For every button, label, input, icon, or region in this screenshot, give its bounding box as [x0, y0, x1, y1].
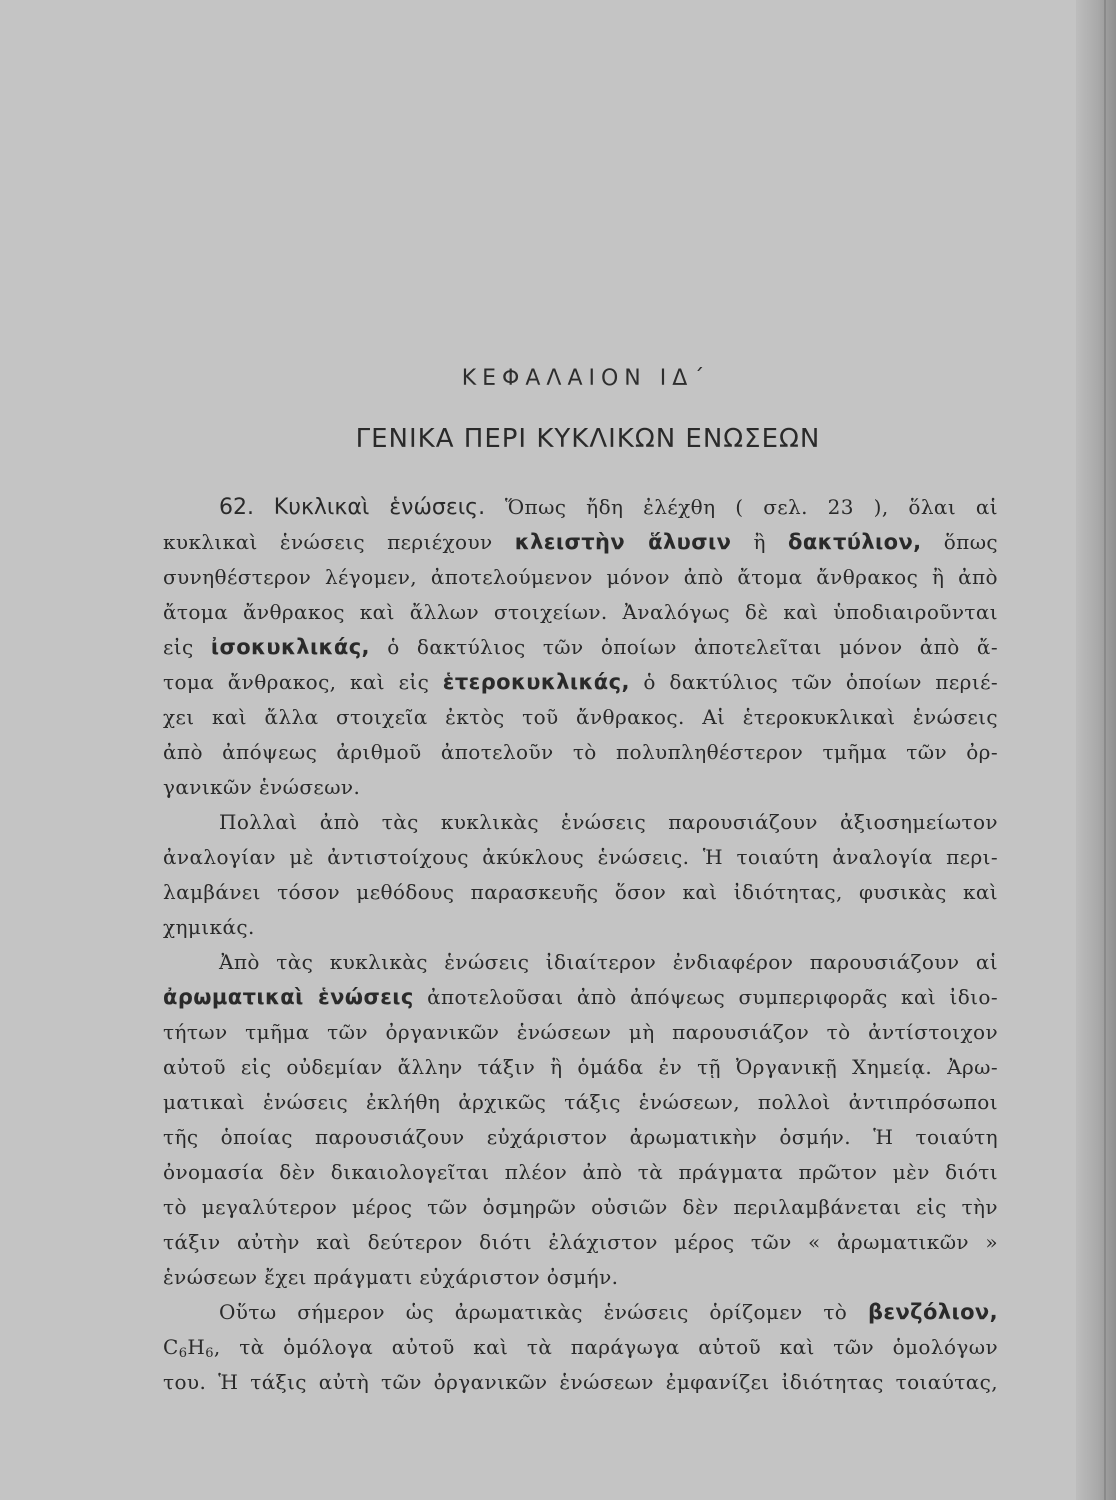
text-line: χημικάς.: [163, 915, 255, 939]
text-line: ἀπὸ ἀπόψεως ἀριθμοῦ ἀποτελοῦν τὸ πολυπληθέστερον τμῆμα τῶν ὀρ-: [163, 740, 998, 764]
text-run: ἢ: [753, 530, 766, 554]
chapter-title: ΓΕΝΙΚΑ ΠΕΡΙ ΚΥΚΛΙΚΩΝ ΕΝΩΣΕΩΝ: [355, 424, 821, 454]
section-number: 62.: [219, 495, 254, 520]
section-heading: Κυκλικαὶ ἑνώσεις.: [273, 495, 486, 520]
bold-term: δακτύλιον,: [788, 530, 922, 554]
formula-c: C: [163, 1335, 179, 1359]
text-line: αὐτοῦ εἰς οὐδεμίαν ἄλλην τάξιν ἢ ὁμάδα ἐν τῇ Ὀργανικῇ Χημείᾳ. Ἀρω-: [163, 1055, 998, 1079]
text-line: [163, 1295, 998, 1330]
text-run: εἰς: [163, 635, 194, 659]
bold-term: ἀρωματικαὶ ἑνώσεις: [163, 985, 414, 1009]
text-line: τάξιν αὐτὴν καὶ δεύτερον διότι ἐλάχιστον μέρος τῶν « ἀρωματικῶν »: [163, 1230, 998, 1254]
text-run: , τὰ ὁμόλογα αὐτοῦ καὶ τὰ παράγωγα αὐτοῦ καὶ τῶν ὁμολόγων: [213, 1335, 998, 1359]
formula-h: H: [187, 1335, 206, 1359]
section-heading-line: [163, 490, 998, 525]
text-line: ἀναλογίαν μὲ ἀντιστοίχους ἀκύκλους ἑνώσεις. Ἡ τοιαύτη ἀναλογία περι-: [163, 845, 998, 869]
text-line: ματικαὶ ἑνώσεις ἐκλήθη ἀρχικῶς τάξις ἑνώσεων, πολλοὶ ἀντιπρόσωποι: [163, 1090, 998, 1114]
text-run: ἀποτελοῦσαι ἀπὸ ἀπόψεως συμπεριφορᾶς καὶ ἰδιο-: [427, 985, 998, 1009]
text-line: τῆς ὁποίας παρουσιάζουν εὐχάριστον ἀρωματικὴν ὀσμήν. Ἡ τοιαύτη: [163, 1125, 998, 1149]
text-line: Ἀπὸ τὰς κυκλικὰς ἑνώσεις ἰδιαίτερον ἐνδιαφέρον παρουσιάζουν αἱ: [219, 950, 998, 974]
text-line: ἄτομα ἄνθρακος καὶ ἄλλων στοιχείων. Ἀναλόγως δὲ καὶ ὑποδιαιροῦνται: [163, 600, 998, 624]
text-line: ἑνώσεων ἔχει πράγματι εὐχάριστον ὀσμήν.: [163, 1265, 619, 1289]
text-line: τήτων τμῆμα τῶν ὀργανικῶν ἑνώσεων μὴ παρουσιάζον τὸ ἀντίστοιχον: [163, 1020, 998, 1044]
text-line: συνηθέστερον λέγομεν, ἀποτελούμενον μόνον ἀπὸ ἄτομα ἄνθρακος ἢ ἀπὸ: [163, 565, 998, 589]
text-run: Ὅπως ἤδη ἐλέχθη ( σελ. 23 ), ὅλαι αἱ: [504, 495, 999, 519]
bold-term: βενζόλιον,: [867, 1300, 998, 1324]
text-run: Οὕτω σήμερον ὡς ἀρωματικὰς ἑνώσεις ὁρίζομεν τὸ: [219, 1300, 848, 1324]
text-run: ὁ δακτύλιος τῶν ὁποίων ἀποτελεῖται μόνον ἀπὸ ἄ-: [387, 635, 998, 659]
text-line: Πολλαὶ ἀπὸ τὰς κυκλικὰς ἑνώσεις παρουσιάζουν ἀξιοσημείωτον: [219, 810, 998, 834]
text-line: χει καὶ ἄλλα στοιχεῖα ἐκτὸς τοῦ ἄνθρακος. Αἱ ἑτεροκυκλικαὶ ἑνώσεις: [163, 705, 998, 729]
bold-term: ἰσοκυκλικάς,: [210, 635, 370, 659]
formula-c-subscript: 6: [178, 1346, 188, 1361]
text-run: κυκλικαὶ ἑνώσεις περιέχουν: [163, 530, 493, 554]
text-run: τομα ἄνθρακος, καὶ εἰς: [163, 670, 430, 694]
formula-benzene: [163, 1335, 214, 1359]
body-text: [163, 490, 998, 1400]
chapter-label: ΚΕΦΑΛΑΙΟΝ ΙΔ΄: [461, 366, 711, 391]
text-line: [163, 525, 998, 560]
text-line: [163, 1330, 998, 1365]
text-line: [163, 980, 998, 1015]
text-run: ὅπως: [943, 530, 999, 554]
formula-h-subscript: 6: [205, 1346, 214, 1361]
page-edge-shadow: [1076, 0, 1116, 1500]
text-line: ὀνομασία δὲν δικαιολογεῖται πλέον ἀπὸ τὰ πράγματα πρῶτον μὲν διότι: [163, 1160, 998, 1184]
bold-term: ἑτεροκυκλικάς,: [442, 670, 630, 694]
page-edge-line: [1104, 0, 1106, 1500]
text-line: γανικῶν ἑνώσεων.: [163, 775, 361, 799]
text-line: λαμβάνει τόσον μεθόδους παρασκευῆς ὅσον καὶ ἰδιότητας, φυσικὰς καὶ: [163, 880, 998, 904]
text-line: [163, 630, 998, 665]
text-line: [163, 665, 998, 700]
text-line: του. Ἡ τάξις αὐτὴ τῶν ὀργανικῶν ἑνώσεων ἐμφανίζει ἰδιότητας τοιαύτας,: [163, 1370, 998, 1394]
text-run: ὁ δακτύλιος τῶν ὁποίων περιέ-: [643, 670, 998, 694]
text-line: τὸ μεγαλύτερον μέρος τῶν ὀσμηρῶν οὐσιῶν δὲν περιλαμβάνεται εἰς τὴν: [163, 1195, 998, 1219]
bold-term: κλειστὴν ἅλυσιν: [514, 530, 732, 554]
